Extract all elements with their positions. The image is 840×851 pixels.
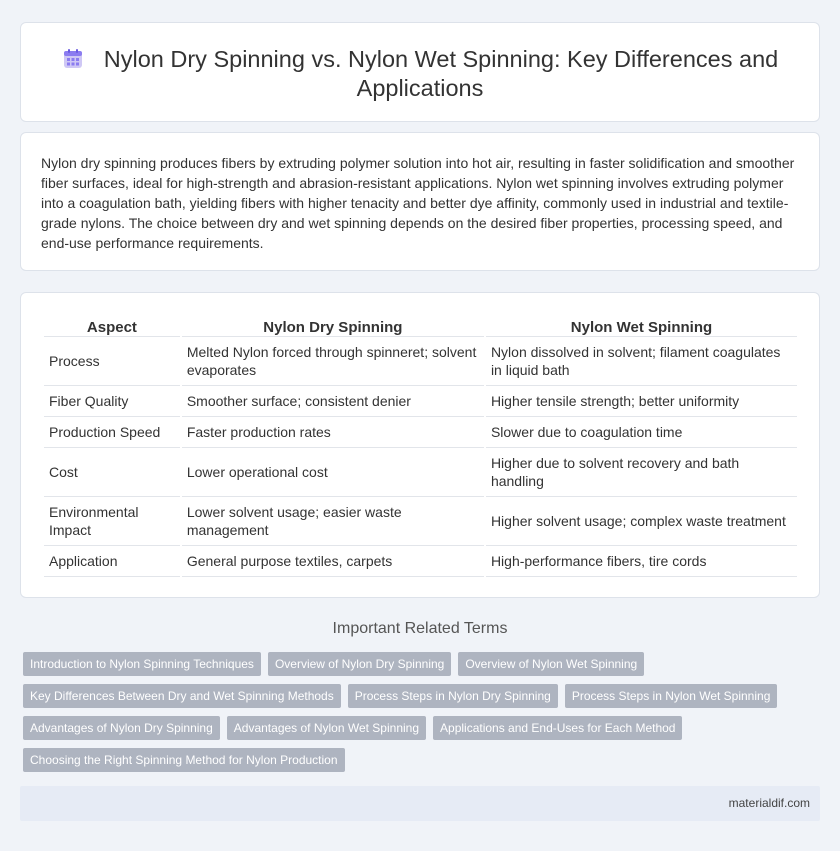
related-term-tag[interactable]: Process Steps in Nylon Wet Spinning — [565, 684, 778, 708]
table-cell-aspect: Environmental Impact — [44, 497, 180, 546]
related-term-tag[interactable]: Advantages of Nylon Dry Spinning — [23, 716, 220, 740]
footer-bar — [20, 786, 820, 821]
table-row — [44, 448, 797, 497]
table-cell-wet: Higher solvent usage; complex waste treatment — [486, 497, 797, 546]
intro-card — [20, 132, 820, 271]
table-cell-dry: Lower solvent usage; easier waste management — [182, 497, 484, 546]
table-cell-wet: High-performance fibers, tire cords — [486, 546, 797, 577]
table-row — [44, 417, 797, 448]
table-cell-aspect: Process — [44, 337, 180, 386]
table-row — [44, 497, 797, 546]
related-term-tag[interactable]: Introduction to Nylon Spinning Techniques — [23, 652, 261, 676]
comparison-table-card — [20, 292, 820, 598]
header-dry-spinning: Nylon Dry Spinning — [182, 315, 484, 337]
table-cell-dry: Faster production rates — [182, 417, 484, 448]
table-header-row — [44, 315, 797, 337]
related-terms-list — [23, 652, 803, 772]
table-cell-dry: General purpose textiles, carpets — [182, 546, 484, 577]
table-cell-aspect: Cost — [44, 448, 180, 497]
related-terms-heading: Important Related Terms — [332, 620, 508, 637]
calendar-icon — [62, 48, 84, 70]
header-aspect: Aspect — [44, 315, 180, 337]
table-cell-wet: Nylon dissolved in solvent; filament coagulates in liquid bath — [486, 337, 797, 386]
table-cell-dry: Smoother surface; consistent denier — [182, 386, 484, 417]
related-term-tag[interactable]: Overview of Nylon Wet Spinning — [458, 652, 644, 676]
table-cell-dry: Melted Nylon forced through spinneret; solvent evaporates — [182, 337, 484, 386]
comparison-table — [42, 315, 799, 577]
table-row — [44, 546, 797, 577]
related-term-tag[interactable]: Advantages of Nylon Wet Spinning — [227, 716, 426, 740]
table-cell-aspect: Fiber Quality — [44, 386, 180, 417]
title-card — [20, 22, 820, 122]
table-cell-wet: Higher tensile strength; better uniformity — [486, 386, 797, 417]
footer-source[interactable]: materialdif.com — [728, 796, 810, 810]
table-cell-dry: Lower operational cost — [182, 448, 484, 497]
table-cell-wet: Slower due to coagulation time — [486, 417, 797, 448]
page-title: Nylon Dry Spinning vs. Nylon Wet Spinning: Key Differences and Applications — [103, 46, 779, 101]
table-row — [44, 337, 797, 386]
table-cell-aspect: Application — [44, 546, 180, 577]
related-term-tag[interactable]: Choosing the Right Spinning Method for Nylon Production — [23, 748, 345, 772]
related-term-tag[interactable]: Overview of Nylon Dry Spinning — [268, 652, 451, 676]
intro-paragraph: Nylon dry spinning produces fibers by extruding polymer solution into hot air, resulting in faster solidification and smoother fiber surfaces, ideal for high-strength and abrasion-resistant applications. Nylon wet spinning involves extruding polymer into a coagulation bath, yielding fibers with higher tenacity and better dye affinity, commonly used in industrial and textile-grade nylons. The choice between dry and wet spinning depends on the desired fiber properties, processing speed, and end-use performance requirements. — [41, 155, 795, 251]
related-term-tag[interactable]: Key Differences Between Dry and Wet Spinning Methods — [23, 684, 341, 708]
header-wet-spinning: Nylon Wet Spinning — [486, 315, 797, 337]
related-term-tag[interactable]: Applications and End-Uses for Each Method — [433, 716, 682, 740]
related-term-tag[interactable]: Process Steps in Nylon Dry Spinning — [348, 684, 558, 708]
table-cell-wet: Higher due to solvent recovery and bath handling — [486, 448, 797, 497]
page-title-wrap — [21, 45, 819, 103]
table-row — [44, 386, 797, 417]
table-cell-aspect: Production Speed — [44, 417, 180, 448]
